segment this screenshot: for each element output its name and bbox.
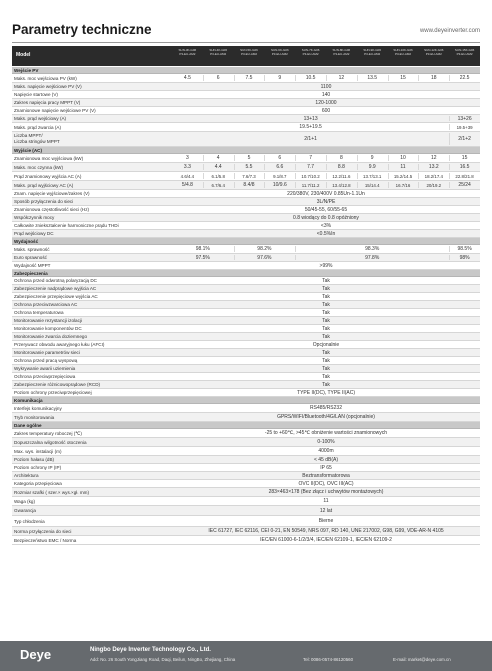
- row-values: [172, 389, 480, 396]
- table-row: [12, 472, 480, 480]
- row-label: Rozmiar szafki ( szer.× wys.×gł. mm): [14, 490, 90, 495]
- model-column-header: SUN-15K-G06 P3-EU-AM2: [454, 48, 475, 56]
- table-row: [12, 333, 480, 341]
- cell-value: 0.8 wiodący do 0.8 opóźniony: [293, 214, 359, 221]
- row-values: [172, 413, 480, 421]
- section-header: [12, 397, 480, 404]
- row-label: Maks. napięcie wejściowe PV (V): [14, 84, 82, 89]
- row-values: [172, 456, 480, 463]
- table-row: [12, 536, 480, 545]
- row-values: [172, 472, 480, 479]
- cell-value: 9.1/8.7: [273, 173, 287, 179]
- cell-value: OVC II(DC), OVC III(AC): [298, 480, 354, 487]
- row-values: [172, 349, 480, 356]
- header-divider: [12, 42, 480, 43]
- model-column-header: SUN-6K-G06 P3-EU-AM2: [270, 48, 289, 56]
- row-label: Ochrona przed pracą wyspową: [14, 358, 78, 363]
- cell-value: 22.5: [459, 75, 470, 81]
- row-values: [172, 222, 480, 229]
- cell-value: Beztransformatorowa: [302, 472, 350, 479]
- cell-value: 11: [400, 164, 406, 170]
- company-name: Ningbo Deye Inverter Technology Co., Ltd.: [90, 647, 211, 653]
- page-header: [12, 20, 480, 44]
- cell-value: 5: [247, 155, 251, 161]
- table-row: [12, 132, 480, 147]
- company-address: Add: No. 26 South YongJiang Road, Daqi, Beilun, NingBo, Zhejiang, China: [90, 657, 236, 662]
- cell-value: 2/1+1: [304, 136, 317, 142]
- row-values: [172, 506, 480, 515]
- section-header: [12, 238, 480, 245]
- row-label: Maks. prąd zwarcia (A): [14, 125, 61, 130]
- section-header: [12, 147, 480, 154]
- row-label: Poziom ochrony IP (IP): [14, 465, 62, 470]
- row-label: Gwarancja: [14, 508, 36, 513]
- row-values: [172, 262, 480, 269]
- cell-value: 10/9.6: [272, 182, 287, 188]
- row-label: Przerywacz obwodu awaryjnego łuku (AFCI): [14, 342, 105, 347]
- cell-value: 5/4.8: [181, 182, 193, 188]
- row-label: Zabezpieczenia: [14, 271, 48, 276]
- cell-value: 6.1/5.8: [211, 173, 225, 179]
- table-row: [12, 357, 480, 365]
- cell-value: 98.2%: [257, 246, 272, 252]
- cell-value: Bierne: [318, 518, 334, 524]
- row-label: Zabezpieczenie przepięciowe wyjścia AC: [14, 294, 98, 299]
- cell-value: 97.5%: [195, 254, 210, 261]
- cell-value: 13.4/12.8: [332, 182, 351, 188]
- model-column-header: SUN-9K-G06 P3-EU-AM2: [363, 48, 382, 56]
- cell-value: 120-1000: [315, 99, 337, 106]
- cell-value: 9: [278, 75, 282, 81]
- row-values: [172, 317, 480, 324]
- row-label: Wydajność: [14, 239, 39, 244]
- model-column-header: SUN-3K-G06 P3-EU-AM2: [178, 48, 197, 56]
- cell-value: 11: [323, 498, 329, 504]
- row-values: [172, 91, 480, 98]
- cell-value: 7.6/7.3: [242, 173, 256, 179]
- table-row: [12, 389, 480, 397]
- row-values: [172, 341, 480, 348]
- row-values: [172, 230, 480, 237]
- cell-value: 11.7/11.2: [301, 182, 320, 188]
- cell-value: Tak: [322, 357, 330, 364]
- row-label: Monitorowanie komponentów DC: [14, 326, 82, 331]
- table-row: [12, 480, 480, 488]
- cell-value: 3.3: [183, 164, 191, 170]
- row-label-line: Liczba stringów MPPT: [14, 139, 60, 144]
- cell-value: 220/380V, 230/400V 0.85Un-1.1Un: [287, 190, 365, 197]
- cell-value: <3%: [320, 222, 332, 229]
- row-label: Typ chłodzenia: [14, 519, 45, 524]
- website-url[interactable]: www.deyeinverter.com: [419, 28, 480, 34]
- cell-value: 6.6: [276, 164, 284, 170]
- row-label: Ochrona temperaturowa: [14, 310, 64, 315]
- row-values: [172, 245, 480, 253]
- table-row: [12, 438, 480, 447]
- row-label: Wykrywanie awarii uziemienia: [14, 366, 76, 371]
- table-row: [12, 429, 480, 438]
- row-values: [172, 132, 480, 146]
- cell-value: 7.7: [307, 164, 315, 170]
- cell-value: >99%: [319, 262, 333, 269]
- cell-value: 12.2/11.6: [332, 173, 351, 179]
- cell-value: 19.5+39: [456, 124, 473, 130]
- model-column-header: SUN-12K-G06 P3-EU-AM2: [424, 48, 444, 56]
- table-row: [12, 262, 480, 270]
- table-row: [12, 214, 480, 222]
- cell-value: 5.5: [245, 164, 253, 170]
- cell-value: Tak: [322, 365, 330, 372]
- row-label: Ochrona przeciwprzepięciowa: [14, 374, 76, 379]
- row-label: Architektura: [14, 473, 39, 478]
- cell-value: 8.4/8: [243, 182, 255, 188]
- table-row: [12, 107, 480, 115]
- model-column-header: SUN-7K-G06 P3-EU-AM2: [301, 48, 320, 56]
- row-values: [172, 285, 480, 292]
- cell-value: IEC/EN 61000-6-1/2/3/4, IEC/EN 62109-1, IEC/EN 62109-2: [260, 537, 392, 543]
- table-row: [12, 91, 480, 99]
- cell-value: Tak: [322, 317, 330, 324]
- cell-value: 7: [309, 155, 312, 161]
- table-row: [12, 317, 480, 325]
- row-values: [172, 527, 480, 535]
- row-values: [172, 438, 480, 446]
- row-label-line: Liczba MPPT/: [14, 133, 43, 138]
- row-values: [172, 190, 480, 197]
- table-row: [12, 447, 480, 456]
- table-row: [12, 245, 480, 254]
- cell-value: 283×463×178 (Bez złącz i uchwytów montażowych): [268, 489, 384, 495]
- cell-value: 12: [338, 75, 345, 81]
- table-row: [12, 404, 480, 413]
- row-values: [172, 365, 480, 372]
- row-values: [172, 516, 480, 526]
- row-values: [172, 373, 480, 380]
- row-values: [172, 163, 480, 171]
- row-label: Napięcie startowe (V): [14, 92, 58, 97]
- row-values: [172, 74, 480, 82]
- row-label: Maks. moc czynna (kW): [14, 165, 64, 170]
- cell-value: 10.5: [305, 75, 316, 81]
- table-row: [12, 373, 480, 381]
- row-label: Zakres napięcia pracy MPPT (V): [14, 100, 81, 105]
- cell-value: 2/1+2: [458, 136, 471, 142]
- row-values: [172, 404, 480, 412]
- row-label: Maks. prąd wyjściowy AC (A): [14, 183, 74, 188]
- cell-value: 1100: [320, 83, 332, 90]
- cell-value: 98.5%: [457, 246, 472, 252]
- row-values: [172, 301, 480, 308]
- cell-value: TYPE II(DC), TYPE II(AC): [297, 389, 355, 396]
- cell-value: 97.6%: [257, 254, 272, 261]
- cell-value: GPRS/WIFI/Bluetooth/4G/LAN (opcjonalnie): [277, 414, 375, 420]
- row-label: Współczynnik mocy: [14, 215, 55, 220]
- table-row: [12, 456, 480, 464]
- cell-value: 140: [321, 91, 331, 98]
- cell-value: Tak: [322, 325, 330, 332]
- row-label: [14, 133, 172, 145]
- cell-value: 98.1%: [195, 246, 210, 252]
- row-values: [172, 429, 480, 437]
- cell-value: 4.4: [214, 164, 222, 170]
- cell-value: Tak: [322, 349, 330, 356]
- cell-value: 4.6/4.4: [180, 173, 195, 179]
- cell-value: 18: [431, 75, 437, 81]
- row-label: Tryb monitorowania: [14, 415, 55, 420]
- row-label: Poziom hałasu (dB): [14, 457, 55, 462]
- table-row: [12, 506, 480, 516]
- row-values: [172, 488, 480, 496]
- cell-value: Tak: [322, 301, 330, 308]
- cell-value: 10: [400, 155, 406, 161]
- row-values: [172, 325, 480, 332]
- table-row: [12, 190, 480, 198]
- row-label: Zabezpieczenie nadprądowe wyjścia AC: [14, 286, 97, 291]
- cell-value: 97.8%: [365, 254, 380, 261]
- table-row: [12, 293, 480, 301]
- row-label: Poziom ochrony przeciwprzepięciowej: [14, 390, 92, 395]
- cell-value: 13.2: [428, 164, 439, 170]
- cell-value: 10.7/10.2: [301, 173, 320, 179]
- model-column-header: SUN-8K-G06 P3-EU-AM2: [332, 48, 351, 56]
- cell-value: -25 to +60℃, >45℃ obniżenie wartości znamionowych: [264, 430, 388, 436]
- cell-value: 15/14.4: [364, 182, 380, 188]
- cell-value: 3: [186, 155, 189, 161]
- row-label: Monitorowanie parametrów sieci: [14, 350, 80, 355]
- table-row: [12, 285, 480, 293]
- cell-value: 6: [216, 75, 220, 81]
- section-header: [12, 422, 480, 429]
- cell-value: 8: [340, 155, 343, 161]
- row-label: Ochrona przeciwzwarciowa AC: [14, 302, 78, 307]
- table-row: [12, 172, 480, 181]
- table-row: [12, 115, 480, 123]
- cell-value: RS485/RS232: [310, 405, 342, 411]
- table-row: [12, 341, 480, 349]
- row-values: [172, 107, 480, 114]
- cell-value: 16.7/16: [395, 182, 411, 188]
- table-row: [12, 413, 480, 422]
- cell-value: 3L/N/PE: [316, 198, 336, 205]
- row-values: [172, 447, 480, 455]
- cell-value: Tak: [322, 293, 330, 300]
- row-label: Wyjście (AC): [14, 148, 42, 153]
- cell-value: Tak: [322, 333, 330, 340]
- cell-value: 9.9: [368, 164, 376, 170]
- table-row: [12, 230, 480, 238]
- table-row: [12, 381, 480, 389]
- cell-value: 6.7/6.4: [211, 182, 225, 188]
- row-values: [172, 293, 480, 300]
- table-row: [12, 497, 480, 506]
- table-row: [12, 206, 480, 214]
- cell-value: 50/45-55, 60/55-65: [304, 206, 348, 213]
- row-label: Prąd znamionowy wyjścia AC (A): [14, 174, 82, 179]
- row-values: [172, 480, 480, 487]
- row-label: Znam. napięcie wyjściowe/zakres (V): [14, 191, 90, 196]
- table-row: [12, 277, 480, 285]
- page-footer: [0, 641, 492, 671]
- cell-value: 15: [400, 75, 406, 81]
- cell-value: <0.5%In: [316, 230, 336, 237]
- table-row: [12, 464, 480, 472]
- page-title: Parametry techniczne: [12, 22, 152, 37]
- table-row: [12, 254, 480, 262]
- cell-value: Tak: [322, 381, 330, 388]
- row-values: [172, 497, 480, 505]
- table-row: [12, 488, 480, 497]
- table-row: [12, 365, 480, 373]
- cell-value: 15.2/14.5: [393, 173, 413, 179]
- table-row: [12, 154, 480, 163]
- cell-value: IEC 61727, IEC 62116, CEI 0-21, EN 50549, NRS 097, RD 140, UNE 217002, G98, G99, VDE-AR-N 4105: [208, 528, 444, 534]
- row-label: Całkowite zniekształcenie harmoniczne prądu THDi: [14, 223, 119, 228]
- row-label: Sposób przyłączenia do sieci: [14, 199, 74, 204]
- row-label: Dopuszczalna wilgotność otoczenia: [14, 440, 87, 445]
- model-column-header: SUN-4K-G06 P3-EU-AM2: [209, 48, 228, 56]
- cell-value: Opcjonalnie: [312, 341, 340, 348]
- cell-value: 19.5+19.5: [299, 124, 322, 130]
- cell-value: 4.5: [183, 75, 191, 81]
- cell-value: 25/24: [458, 182, 471, 188]
- cell-value: 15: [461, 155, 468, 161]
- cell-value: 22.8/21.8: [455, 173, 474, 179]
- row-label: Max. wys. instalacji (m): [14, 449, 62, 454]
- row-label: Znamionowa moc wyjściowa (kW): [14, 156, 84, 161]
- model-column-header: SUN-5K-G06 P3-EU-AM2: [240, 48, 258, 56]
- row-label: Znamionowe napięcie wejściowe PV (V): [14, 108, 96, 113]
- row-values: [172, 277, 480, 284]
- cell-value: 16.5: [459, 164, 470, 170]
- table-row: [12, 83, 480, 91]
- cell-value: 9: [370, 155, 374, 161]
- model-column-header: SUN-10K-G06 P3-EU-AM2: [393, 48, 413, 56]
- cell-value: 98.3%: [365, 246, 380, 252]
- row-values: [172, 206, 480, 213]
- row-label: Zabezpieczenie różnicowoprądowe (RCD): [14, 382, 101, 387]
- cell-value: 8.8: [337, 164, 345, 170]
- cell-value: Tak: [322, 309, 330, 316]
- cell-value: 6: [278, 155, 282, 161]
- cell-value: 98%: [459, 254, 470, 261]
- row-label: Prąd wejściowy DC: [14, 231, 54, 236]
- cell-value: 4000m: [318, 448, 334, 454]
- row-label: Znamionowa częstotliwość sieci (Hz): [14, 207, 90, 212]
- row-values: [172, 154, 480, 162]
- row-label: Maks. moc wejściowa PV (kW): [14, 76, 77, 81]
- row-values: [172, 214, 480, 221]
- cell-value: 13+13: [303, 115, 318, 122]
- cell-value: < 45 dB(A): [313, 456, 339, 463]
- row-label: Monitorowanie rezystancji izolacji: [14, 318, 82, 323]
- model-label: Model: [16, 52, 31, 58]
- row-values: [172, 198, 480, 205]
- cell-value: IP 65: [320, 464, 332, 471]
- row-values: [172, 123, 480, 131]
- table-row: [12, 309, 480, 317]
- row-label: Zakres temperatury roboczej (℃): [14, 431, 82, 436]
- cell-value: 600: [321, 107, 331, 114]
- table-row: [12, 123, 480, 132]
- row-values: [172, 83, 480, 90]
- row-label: Interfejs komunikacyjny: [14, 406, 62, 411]
- table-row: [12, 99, 480, 107]
- table-row: [12, 163, 480, 172]
- table-row: [12, 349, 480, 357]
- row-values: [172, 172, 480, 180]
- cell-value: 12: [431, 155, 437, 161]
- row-label: Norma przyłączenia do sieci: [14, 529, 72, 534]
- table-row: [12, 325, 480, 333]
- cell-value: 12 lat: [319, 507, 333, 514]
- row-label: Dane ogólne: [14, 423, 42, 428]
- cell-value: Tak: [322, 285, 330, 292]
- row-values: [172, 381, 480, 388]
- row-values: [172, 254, 480, 261]
- section-header: [12, 270, 480, 277]
- cell-value: 7.5: [245, 75, 253, 81]
- row-label: Monitorowanie zwarcia doziemnego: [14, 334, 88, 339]
- row-label: Bezpieczeństwo EMC / Norma: [14, 538, 77, 543]
- cell-value: 20/19.2: [426, 182, 442, 188]
- row-values: [172, 99, 480, 106]
- cell-value: 0-100%: [317, 439, 335, 445]
- table-header: [12, 46, 480, 66]
- row-label: Maks. sprawność: [14, 247, 50, 252]
- cell-value: 13+26: [457, 115, 472, 122]
- table-row: [12, 222, 480, 230]
- row-values: [172, 333, 480, 340]
- row-label: Waga (kg): [14, 499, 36, 504]
- row-label: Wydajność MPPT: [14, 263, 51, 268]
- row-values: [172, 536, 480, 544]
- cell-value: 18.2/17.4: [424, 173, 443, 179]
- table-row: [12, 527, 480, 536]
- row-values: [172, 464, 480, 471]
- cell-value: 13.5: [367, 75, 378, 81]
- row-values: [172, 115, 480, 122]
- cell-value: 13.7/13.1: [363, 173, 382, 179]
- cell-value: 4: [216, 155, 220, 161]
- cell-value: Tak: [322, 277, 330, 284]
- table-row: [12, 516, 480, 527]
- table-row: [12, 74, 480, 83]
- row-label: Kategoria przepięciowa: [14, 481, 62, 486]
- company-phone: Tel: 0086-0574-86120560: [303, 657, 354, 662]
- row-label: Ochrona przed odwrotną polaryzacją DC: [14, 278, 97, 283]
- company-email[interactable]: E-mail: market@deye.com.cn: [393, 657, 451, 662]
- cell-value: Tak: [322, 373, 330, 380]
- row-values: [172, 309, 480, 316]
- table-row: [12, 198, 480, 206]
- section-header: [12, 67, 480, 74]
- row-label: Komunikacja: [14, 398, 43, 403]
- table-row: [12, 181, 480, 190]
- row-label: Euro sprawność: [14, 255, 47, 260]
- row-values: [172, 181, 480, 189]
- company-logo: Deye: [20, 647, 52, 662]
- row-label: Maks. prąd wejściowy (A): [14, 116, 67, 121]
- row-values: [172, 357, 480, 364]
- row-label: Wejście PV: [14, 68, 39, 73]
- table-row: [12, 301, 480, 309]
